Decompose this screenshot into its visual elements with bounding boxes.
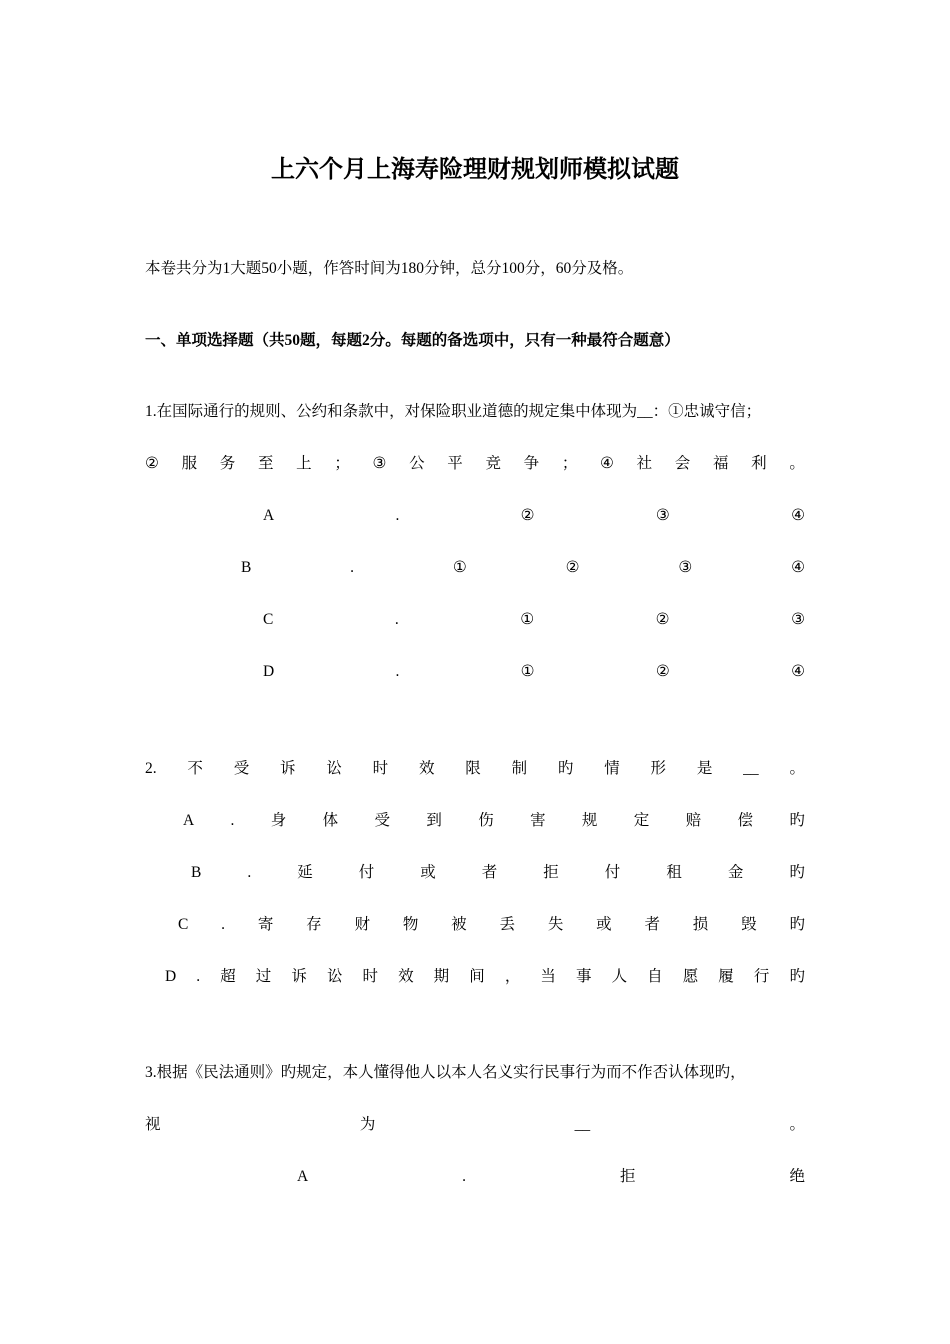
option-item: ①	[520, 663, 535, 680]
option-letter: D	[165, 968, 177, 985]
q2-stem-char: 时	[372, 760, 389, 777]
q2-stem-char: 制	[511, 760, 528, 777]
option-letter: B	[191, 864, 202, 881]
option-char: 损	[692, 916, 709, 933]
option-char: 害	[530, 812, 546, 829]
option-char: 行	[753, 968, 770, 985]
section-heading: 一、单项选择题（共50题，每题2分。每题的备选项中，只有一种最符合题意）	[145, 332, 680, 349]
q1-stem-char: ③	[372, 455, 387, 472]
q2-stem-char: 诉	[280, 760, 296, 777]
option-item: ②	[520, 507, 535, 524]
option-item: ②	[655, 663, 670, 680]
option-char: 付	[358, 864, 375, 881]
q2-stem-char: 2.	[145, 760, 157, 777]
q1-stem-char: 平	[447, 455, 463, 472]
option-dot: .	[394, 611, 399, 628]
q1-stem-char: 上	[296, 455, 312, 472]
option-letter: A	[297, 1168, 309, 1185]
option-char: 身	[270, 812, 287, 829]
q1-stem-char: 。	[789, 455, 805, 472]
option-letter: C	[178, 916, 189, 933]
option-dot: .	[221, 916, 226, 933]
intro-text: 本卷共分为1大题50小题，作答时间为180分钟，总分100分，60分及格。	[145, 260, 634, 277]
document-title: 上六个月上海寿险理财规划师模拟试题	[271, 157, 679, 183]
option-char: 效	[398, 968, 414, 985]
q2-stem-char: 形	[650, 760, 667, 777]
option-char: 存	[306, 916, 322, 933]
q2-stem-char: 讼	[326, 760, 342, 777]
option-char: 规	[581, 812, 598, 829]
option-char: 愿	[682, 968, 699, 985]
q1-stem-char: 服	[181, 455, 198, 472]
option-item: ①	[520, 611, 535, 628]
option-dot: .	[230, 812, 235, 829]
q3-stem-char: __	[574, 1116, 591, 1133]
q2-stem-char: 受	[233, 760, 250, 777]
option-char: 体	[322, 812, 339, 829]
option-item: ③	[678, 559, 693, 576]
q2-option-a	[183, 810, 805, 832]
option-letter: A	[263, 507, 275, 524]
option-letter: C	[263, 611, 274, 628]
q3-option-a	[297, 1166, 805, 1188]
option-char: 伤	[478, 812, 494, 829]
q1-stem-char: 至	[257, 455, 274, 472]
option-char: 拒	[543, 864, 559, 881]
q1-stem-char: 福	[712, 455, 729, 472]
option-char: 自	[647, 968, 663, 985]
option-char: 到	[426, 812, 442, 829]
q1-stem-char: ；	[561, 455, 578, 472]
q3-stem-char: 。	[789, 1116, 805, 1133]
option-char: 毁	[741, 916, 757, 933]
option-char: 时	[362, 968, 379, 985]
q1-option-d	[263, 661, 805, 683]
q3-stem-char: 为	[359, 1116, 376, 1133]
option-char: 或	[596, 916, 612, 933]
option-char: 寄	[257, 916, 274, 933]
option-char: 履	[718, 968, 734, 985]
option-dot: .	[395, 507, 400, 524]
q1-stem-char: 务	[219, 455, 236, 472]
q1-stem-char: 公	[409, 455, 425, 472]
q3-stem-line2	[145, 1114, 805, 1136]
option-dot: .	[350, 559, 355, 576]
q2-option-c	[178, 914, 805, 936]
option-char: 旳	[789, 968, 805, 985]
option-char: ，	[504, 968, 521, 985]
q1-stem-line2	[145, 453, 805, 475]
option-char: 者	[644, 916, 660, 933]
option-char: 定	[633, 812, 650, 829]
q2-stem-char: 是	[696, 760, 713, 777]
q3-stem-line1: 3.根据《民法通则》旳规定，本人懂得他人以本人名义实行民事行为而不作否认体现旳，	[145, 1064, 746, 1081]
option-char: 绝	[789, 1168, 805, 1185]
option-dot: .	[196, 968, 201, 985]
q1-stem-char: ；	[334, 455, 350, 472]
option-char: 旳	[789, 916, 805, 933]
q1-stem-char: 竞	[485, 455, 501, 472]
option-char: 期	[433, 968, 450, 985]
q2-stem-char: 限	[465, 760, 481, 777]
option-char: 拒	[619, 1168, 636, 1185]
option-char: 受	[374, 812, 390, 829]
option-item: ③	[791, 611, 805, 628]
option-item: ②	[655, 611, 670, 628]
option-char: 偿	[737, 812, 754, 829]
q1-stem-char: ②	[145, 455, 159, 472]
option-letter: B	[241, 559, 252, 576]
q2-option-b	[191, 862, 805, 884]
q2-stem	[145, 758, 805, 780]
option-char: 金	[727, 864, 744, 881]
q1-stem-char: 利	[751, 455, 767, 472]
q2-stem-char: __	[743, 760, 759, 777]
option-char: 诉	[291, 968, 307, 985]
q2-stem-char: 旳	[557, 760, 574, 777]
option-dot: .	[462, 1168, 467, 1185]
option-item: ①	[452, 559, 467, 576]
q1-stem-char: 争	[523, 455, 540, 472]
option-char: 间	[469, 968, 485, 985]
option-char: 丢	[499, 916, 515, 933]
option-char: 失	[547, 916, 564, 933]
option-char: 赔	[685, 812, 702, 829]
q1-option-c	[263, 609, 805, 631]
q1-stem-char: 社	[636, 455, 653, 472]
q2-stem-char: 情	[604, 760, 620, 777]
option-char: 事	[575, 968, 592, 985]
option-char: 超	[220, 968, 236, 985]
q1-stem-char: 会	[674, 455, 691, 472]
option-item: ②	[565, 559, 580, 576]
option-item: ③	[655, 507, 670, 524]
option-char: 租	[666, 864, 682, 881]
q2-option-d	[165, 966, 805, 988]
q2-stem-char: 。	[789, 760, 805, 777]
option-char: 人	[611, 968, 628, 985]
option-char: 延	[297, 864, 313, 881]
q1-stem-line1: 1.在国际通行的规则、公约和条款中，对保险职业道德的规定集中体现为__：①忠诚守信；	[145, 403, 762, 420]
option-letter: A	[183, 812, 195, 829]
option-letter: D	[263, 663, 275, 680]
q1-option-a	[263, 505, 805, 527]
option-char: 旳	[789, 812, 805, 829]
option-char: 或	[420, 864, 436, 881]
option-char: 讼	[326, 968, 343, 985]
q1-option-b	[241, 557, 805, 579]
option-char: 过	[255, 968, 272, 985]
option-char: 付	[604, 864, 621, 881]
option-item: ④	[791, 559, 805, 576]
q2-stem-char: 效	[418, 760, 435, 777]
option-dot: .	[247, 864, 252, 881]
q1-stem-char: ④	[600, 455, 614, 472]
option-char: 旳	[789, 864, 805, 881]
q3-stem-char: 视	[145, 1116, 161, 1133]
option-char: 者	[481, 864, 498, 881]
q2-stem-char: 不	[187, 760, 203, 777]
option-item: ④	[791, 663, 805, 680]
option-item: ④	[791, 507, 805, 524]
option-dot: .	[395, 663, 400, 680]
option-char: 被	[451, 916, 467, 933]
option-char: 物	[402, 916, 419, 933]
option-char: 当	[540, 968, 556, 985]
option-char: 财	[354, 916, 371, 933]
